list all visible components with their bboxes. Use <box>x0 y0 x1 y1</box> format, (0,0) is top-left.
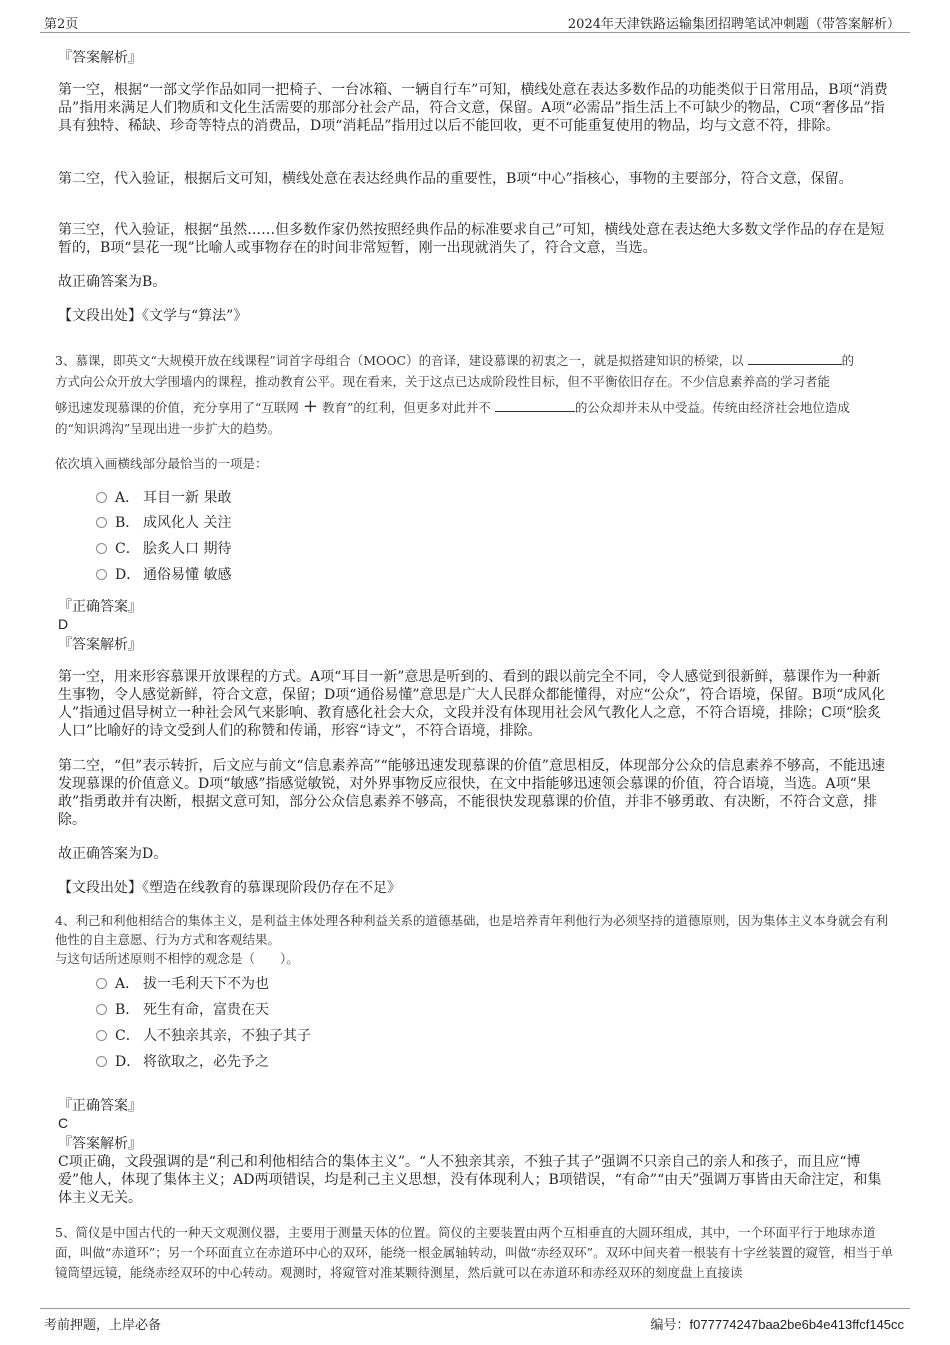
q3-source: 【文段出处】《塑造在线教育的慕课现阶段仍存在不足》 <box>58 880 401 896</box>
q3-prompt: 依次填入画横线部分最恰当的一项是： <box>55 456 268 471</box>
radio-icon[interactable] <box>96 978 107 989</box>
q3-conclusion: 故正确答案为D。 <box>58 846 168 862</box>
q4-answer: C <box>58 1115 69 1131</box>
q4-answer-label: 『正确答案』 <box>58 1098 142 1114</box>
document-title: 2024年天津铁路运输集团招聘笔试冲刺题（带答案解析） <box>567 17 900 32</box>
q4-option-a[interactable]: A． 拔一毛利天下不为也 <box>96 974 269 994</box>
q2-source: 【文段出处】《文学与“算法”》 <box>58 308 248 324</box>
footer-slogan: 考前押题，上岸必备 <box>44 1318 162 1333</box>
q3-analysis-p1: 第一空，用来形容慕课开放课程的方式。A项“耳目一新”意思是听到的、看到的跟以前完全不同，令人感觉到很新鲜，慕课作为一种新生事物，令人感觉新鲜，符合文意，保留；D项“通俗易懂”意思是广大人民群众都能懂得，对应“公众”，符合语境，保留。B项“成风化人”指通过倡导树立一种社会风气来影响、教育感化社会大众，文段并没有体现用社会风气教化人之意，不符合语境，排除；C项“脍炙人口”比喻好的诗文受到人们的称赞和传诵，形容“诗文”，不符合语境，排除。 <box>58 669 886 739</box>
radio-icon[interactable] <box>96 569 107 580</box>
radio-icon[interactable] <box>96 1004 107 1015</box>
q3-stem: 3、慕课，即英文“大规模开放在线课程”词首字母组合（MOOC）的音译，建设慕课的初衷之一，就是拟搭建知识的桥梁，以 的 方式向公众开放大学围墙内的课程，推动教育公平。现在看来，关于这点已达成阶段性目标，但不平衡依旧存在。不少信息素养高的学习者能 够迅速发现慕课的价值，充分享用了“互联网 + 教育”的红利，但更多对此并不 的公众却并未从中受益。传统由经济社会地位造成 的“知识鸿沟”呈现出进一步扩大的趋势。 <box>55 353 855 436</box>
q3-option-c[interactable]: C． 脍炙人口 期待 <box>96 539 231 559</box>
q3-answer: D <box>58 616 69 632</box>
q3-analysis-label: 『答案解析』 <box>58 637 142 653</box>
q2-analysis-p3: 第三空，代入验证，根据“虽然……但多数作家仍然按照经典作品的标准要求自己”可知，横线处意在表达绝大多数文学作品的存在是短暂的，B项“昙花一现”比喻人或事物存在的时间非常短暂，刚一出现就消失了，符合文意，当选。 <box>58 222 885 256</box>
document-id: 编号：f077774247baa2be6b4e413ffcf145cc <box>650 1317 904 1332</box>
q4-analysis-p1: C项正确，文段强调的是“利己和利他相结合的集体主义”。“人不独亲其亲，不独子其子”强调不只亲自己的亲人和孩子，而且应“博爱”他人，体现了集体主义；AD两项错误，均是利己主义思想，没有体现利人；B项错误，“有命”“由天”强调万事皆由天命注定，和集体主义无关。 <box>58 1154 882 1206</box>
radio-icon[interactable] <box>96 517 107 528</box>
radio-icon[interactable] <box>96 492 107 503</box>
q2-analysis-p2: 第二空，代入验证，根据后文可知，横线处意在表达经典作品的重要性，B项“中心”指核心，事物的主要部分，符合文意，保留。 <box>58 171 853 187</box>
page-footer <box>40 1308 910 1335</box>
q4-option-d[interactable]: D． 将欲取之，必先予之 <box>96 1052 269 1072</box>
q2-analysis-label: 『答案解析』 <box>58 50 142 66</box>
page-number: 第2页 <box>44 17 79 32</box>
q4-analysis-label: 『答案解析』 <box>58 1136 142 1152</box>
q3-option-d[interactable]: D． 通俗易懂 敏感 <box>96 565 231 585</box>
radio-icon[interactable] <box>96 1056 107 1067</box>
page-header <box>40 10 910 33</box>
q3-option-a[interactable]: A． 耳目一新 果敢 <box>96 488 231 508</box>
q3-option-b[interactable]: B． 成风化人 关注 <box>96 513 231 533</box>
q5-stem: 5、简仪是中国古代的一种天文观测仪器，主要用于测量天体的位置。简仪的主要装置由两个互相垂直的大圆环组成，其中，一个环面平行于地球赤道面，叫做“赤道环”；另一个环面直立在赤道环中心的双环，能绕一根金属轴转动，叫做“赤经双环”。双环中间夹着一根装有十字丝装置的窥管，相当于单镜筒望远镜，能绕赤经双环的中心转动。观测时，将窥管对准某颗待测星，然后就可以在赤道环和赤经双环的刻度盘上直接读 <box>55 1225 894 1280</box>
plus-sign: + <box>302 396 318 417</box>
radio-icon[interactable] <box>96 1030 107 1041</box>
q3-answer-label: 『正确答案』 <box>58 599 142 615</box>
radio-icon[interactable] <box>96 543 107 554</box>
q3-analysis-p2: 第二空，“但”表示转折，后文应与前文“信息素养高”“能够迅速发现慕课的价值”意思相反，体现部分公众的信息素养不够高，不能迅速发现慕课的价值意义。D项“敏感”指感觉敏锐，对外界事物反应很快，在文中指能够迅速领会慕课的价值，符合语境，当选。A项“果敢”指勇敢并有决断，根据文意可知，部分公众信息素养不够高，不能很快发现慕课的价值，并非不够勇敢、有决断，不符合文意，排除。 <box>58 758 885 828</box>
q4-stem: 4、利己和利他相结合的集体主义，是利益主体处理各种利益关系的道德基础，也是培养青年利他行为必须坚持的道德原则，因为集体主义本身就会有利他性的自主意愿、行为方式和客观结果。 与这句话所述原则不相悖的观念是（ ）。 <box>55 913 888 966</box>
q2-conclusion: 故正确答案为B。 <box>58 274 167 290</box>
q4-option-c[interactable]: C． 人不独亲其亲，不独子其子 <box>96 1026 311 1046</box>
q4-option-b[interactable]: B． 死生有命，富贵在天 <box>96 1000 269 1020</box>
q2-analysis-p1: 第一空，根据“一部文学作品如同一把椅子、一台冰箱、一辆自行车”可知，横线处意在表达多数作品的功能类似于日常用品，B项“消费品”指用来满足人们物质和文化生活需要的那部分社会产品，符合文意，保留。A项“必需品”指生活上不可缺少的物品，C项“奢侈品”指具有独特、稀缺、珍奇等特点的消费品，D项“消耗品”指用过以后不能回收，更不可能重复使用的物品，均与文意不符，排除。 <box>58 82 888 134</box>
